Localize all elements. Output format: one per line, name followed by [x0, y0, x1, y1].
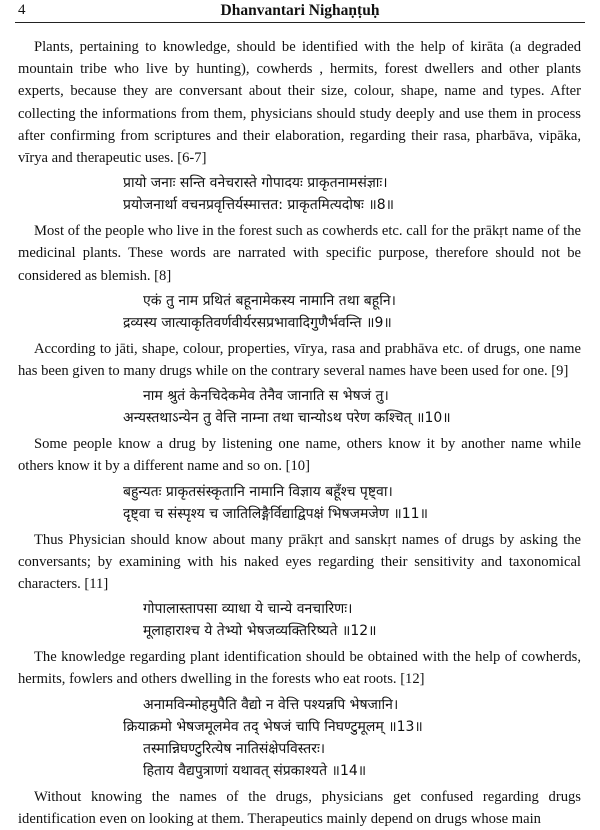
sanskrit-verse [18, 481, 581, 525]
paragraph: Some people know a drug by listening one name, others know it by another name while others know it by a different name and so on. [10] [18, 436, 581, 475]
verse-line: एकं तु नाम प्रथितं बहूनामेकस्य नामानि तथा बहूनि। [143, 292, 396, 309]
sanskrit-verse [18, 172, 581, 216]
verse-line: दृष्ट्वा च संस्पृश्य च जातिलिङ्गैर्विद्याद्विपक्षं भिषजमजेण ॥11॥ [123, 505, 428, 522]
verse-line: अन्यस्तथाऽन्येन तु वेत्ति नाम्ना तथा चान्योऽथ परेण कश्चित् ॥10॥ [123, 410, 451, 427]
verse-line: बहुन्यतः प्राकृतसंस्कृतानि नामानि विज्ञाय बहूँश्च पृष्ट्वा। [123, 483, 393, 500]
paragraph: Most of the people who live in the forest such as cowherds etc. call for the prākṛt name of the medicinal plants. These words are narrated with specific purpose, therefore should not be considered as blemish. [8] [18, 223, 581, 284]
sanskrit-verse [18, 694, 581, 782]
verse-line: प्रयोजनार्था वचनप्रवृत्तिर्यस्मात्तत: प्राकृतमित्यदोषः ॥8॥ [123, 197, 395, 214]
paragraph: Thus Physician should know about many prākṛt and sanskṛt names of drugs by asking the conversants; by examining with his naked eyes regarding their sensitivity and taxonomical characters. [11] [18, 531, 581, 593]
verse-line: अनामविन्मोहमुपैति वैद्यो न वेत्ति पश्यन्नपि भेषजानि। [143, 696, 399, 713]
sanskrit-verse [18, 385, 581, 429]
page-number: 4 [18, 2, 26, 18]
verse-line: प्रायो जनाः सन्ति वनेचरास्ते गोपादयः प्राकृतनामसंज्ञाः। [123, 175, 388, 192]
verse-line: द्रव्यस्य जात्याकृतिवर्णवीर्यरसप्रभावादिगुणैर्भवन्ति ॥9॥ [123, 314, 392, 331]
sanskrit-verse [18, 290, 581, 334]
page-header [15, 0, 585, 23]
paragraph: According to jāti, shape, colour, properties, vīrya, rasa and prabhāva etc. of drugs, one name has been given to many drugs while on the contrary several names have been used for one. [9] [18, 340, 581, 380]
verse-line: क्रियाक्रमो भेषजमूलमेव तद् भेषजं चापि निघण्टुमूलम् ॥13॥ [123, 718, 423, 735]
paragraph: Without knowing the names of the drugs, physicians get confused regarding drugs identification even on looking at them. Therapeutics mainly depend on drugs whose main [18, 788, 581, 827]
verse-line: गोपालास्तापसा व्याधा ये चान्ये वनचारिणः। [143, 601, 353, 618]
verse-line: तस्मान्निघण्टुरित्येष नातिसंक्षेपविस्तरः। [143, 740, 326, 757]
verse-line: हिताय वैद्यपुत्राणां यथावत् संप्रकाश्यते ॥14॥ [143, 762, 367, 779]
sanskrit-verse [18, 598, 581, 642]
verse-line: मूलाहाराश्च ये तेभ्यो भेषजव्यक्तिरिष्यते ॥12॥ [143, 623, 377, 640]
page-body [18, 36, 581, 830]
paragraph: The knowledge regarding plant identification should be obtained with the help of cowherds, hermits, fowlers and others dwelling in the forests who eat roots. [12] [18, 649, 581, 688]
paragraph: Plants, pertaining to knowledge, should be identified with the help of kirāta (a degraded mountain tribe who live by hunting), cowherds , hermits, forest dwellers and other plants experts, because they are conversant about their size, colour, shape, name and types. After collecting the informations from them, physicians should study deeply and use them in process after confirming from scriptures and their elaboration, regarding their rasa, pharbāva, vipāka, vīrya and therapeutic uses. [6-7] [18, 39, 581, 167]
running-title: Dhanvantari Nighaṇṭuḥ [220, 2, 380, 19]
verse-line: नाम श्रुतं केनचिदेकमेव तेनैव जानाति स भेषजं तु। [143, 388, 389, 405]
